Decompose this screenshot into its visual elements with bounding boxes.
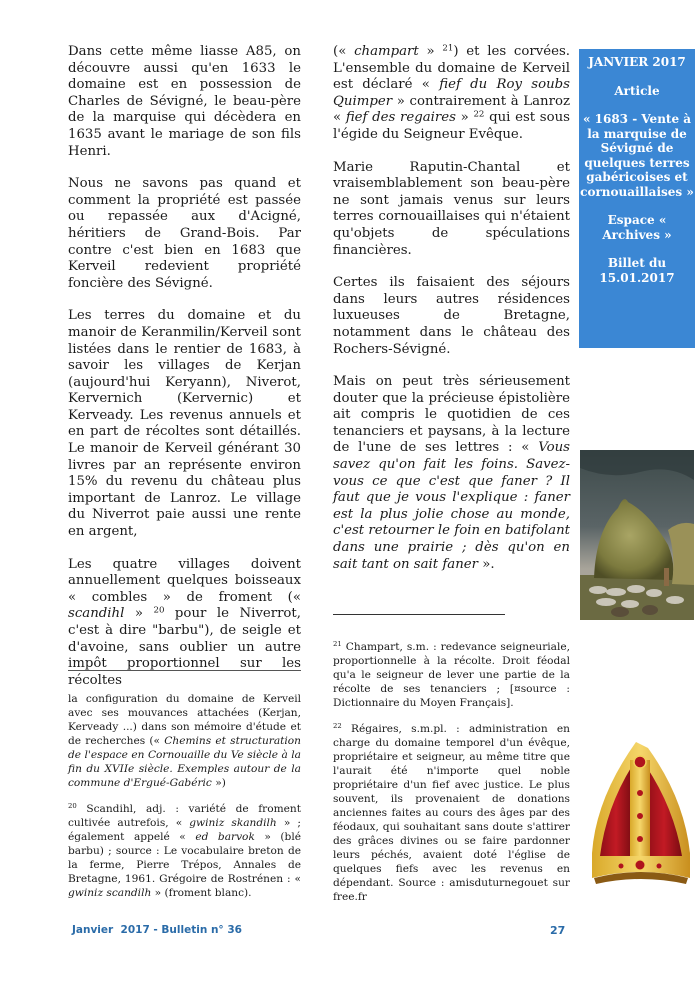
haystack-icon: [580, 450, 694, 620]
page-number: 27: [550, 924, 566, 937]
paragraph: Marie Raputin-Chantal et vraisemblablement son beau-père ne sont jamais venus sur leurs terres cornouaillaises qui n'étaient qu'objets de spéculations financières.: [333, 159, 570, 258]
issue-date: JANVIER 2017: [588, 55, 686, 69]
footnote-separator: [333, 614, 505, 615]
paragraph: Nous ne savons pas quand et comment la propriété est passée ou repassée aux d'Acigné, héritiers de Grand-Bois. Par contre c'est bien en 1683 que Kerveil redevient propriété foncière des Sévigné.: [68, 176, 301, 291]
paragraph: Mais on peut très sérieusement douter que la précieuse épistolière ait compris le quotidien de ces tenanciers et paysans, à la lecture de l'une de ses lettres : « Vous savez qu'on fait les foins. Savez-vous ce que c'est que faner ? Il faut que je vous l'explique : faner est la plus jolie chose au monde, c'est retourner le foin en batifolant dans une prairie ; dès qu'on en sait tant on sait faner ».: [333, 374, 570, 572]
article-info-box: [579, 49, 695, 348]
paragraph: Dans cette même liasse A85, on découvre aussi qu'en 1633 le domaine est en possession de Charles de Sévigné, le beau-père de la marquise qui décèdera en 1635 avant le mariage de son fils Henri.: [68, 44, 301, 159]
footnote-22: $^{22}$ Régaires, s.m.pl. : administration en charge du domaine temporel d'un évêque, propriétaire et seigneur, au même titre que l'aurait été n'importe quel noble propriétaire d'un fief avec justice. Le plus souvent, ils provenaient de donations anciennes faites au cours des âges par des féodaux, qui souhaitant sans doute s'attirer des grâces divines ou se faire pardonner leurs péchés, avaient doté l'église de quelques fiefs avec les revenus en dépendant. Source : amisduturnegouet sur free.fr: [333, 722, 570, 903]
post-date: Billet du 15.01.2017: [599, 256, 675, 285]
article-type: Article: [614, 83, 660, 98]
middle-footnotes: [333, 640, 570, 904]
paragraph: Les quatre villages doivent annuellement quelques boisseaux « combles » de froment (« scandihl » $^{20}$ pour le Niverrot, c'est à dire "barbu"), de seigle et d'avoine, sans oublier un autre impôt proportionnel sur les récoltes: [68, 556, 302, 688]
footnote-ref-22[interactable]: 22: [473, 109, 485, 120]
footnote-21: $^{21}$ Champart, s.m. : redevance seigneuriale, proportionnelle à la récolte. Droit féodal qu'a le seigneur de lever une partie de la récolte de ses tenanciers ; [¤source : Dictionnaire du Moyen Français].: [333, 640, 570, 709]
paragraph: Les terres du domaine et du manoir de Keranmilin/Kerveil sont listées dans le rentier de 1683, à savoir les villages de Kerjan (aujourd'hui Keryann), Niverot, Kervernich (Kervernic) et Kerveady. Les revenus annuels et en part de récoltes sont détaillés. Le manoir de Kerveil générant 30 livres par an représente environ 15% du revenu du château plus important de Lanroz. Le village du Niverrot paie aussi une rente en argent,: [68, 308, 301, 540]
bishop-mitre-image: [586, 738, 696, 903]
left-footnotes: [68, 692, 301, 900]
footnote-ref-20[interactable]: 20: [153, 605, 165, 616]
paragraph: Certes ils faisaient des séjours dans leurs autres résidences luxueuses de Bretagne, notamment dans le château des Rochers-Sévigné.: [333, 275, 570, 357]
footnote-separator: [68, 670, 301, 671]
middle-column: [333, 44, 570, 573]
mitre-icon: [586, 738, 696, 903]
bulletin-footer: Janvier 2017 - Bulletin n° 36: [72, 924, 242, 936]
left-column: [68, 44, 301, 689]
footnote-20: $^{20}$ Scandihl, adj. : variété de froment cultivée autrefois, « gwiniz skandilh » ; également appelé « ed barvok » (blé barbu) ; source : Le vocabulaire breton de la ferme, Pierre Trépos, Annales de Bretagne, 1961. Grégoire de Rostrénen : « gwiniz scandilh » (froment blanc).: [68, 802, 301, 899]
section-name: Espace « Archives »: [602, 213, 672, 242]
letter-quote: Vous savez qu'on fait les foins. Savez-vous ce que c'est que faner ? Il faut que je vous l'explique : faner est la plus jolie chose au monde, c'est retourner le foin en batifolant dans une prairie ; dès qu'on en sait tant on sait faner: [333, 440, 570, 572]
footnote-ref-21[interactable]: 21: [442, 43, 454, 54]
article-title: « 1683 - Vente à la marquise de Sévigné de quelques terres gabéricoises et cornouaillaises »: [580, 112, 694, 199]
haystack-painting-image: [580, 450, 694, 620]
footnote-continuation: la configuration du domaine de Kerveil avec ses mouvances attachées (Kerjan, Kerveady ...) dans son mémoire d'étude et de recherches (« Chemins et structuration de l'espace en Cornouaille du Ve siècle à la fin du XVIIe siècle. Exemples autour de la commune d'Ergué-Gabéric »): [68, 693, 301, 789]
paragraph: (« champart » $^{21}$) et les corvées. L'ensemble du domaine de Kerveil est déclaré « fief du Roy soubs Quimper » contrairement à Lanroz « fief des regaires » $^{22}$ qui est sous l'égide du Seigneur Evêque.: [333, 43, 570, 142]
